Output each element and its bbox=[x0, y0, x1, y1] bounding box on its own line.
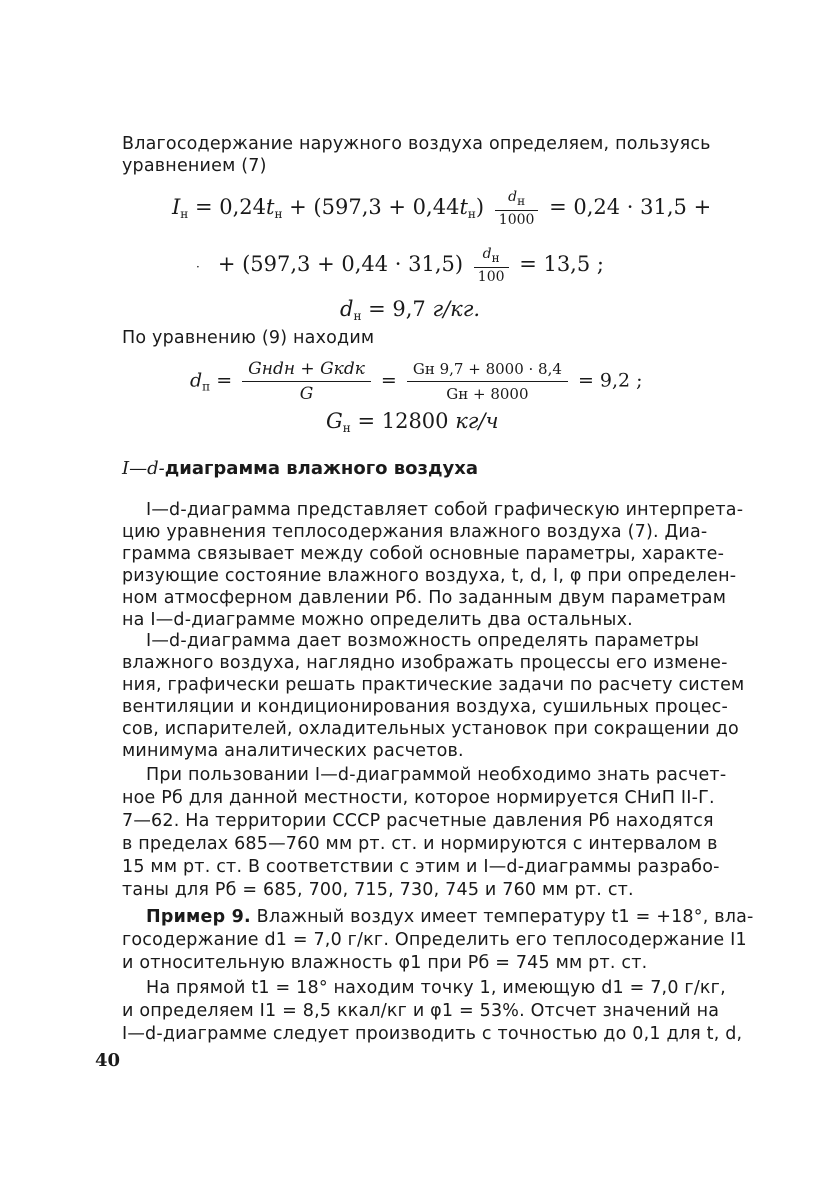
text-line: уравнением (7) bbox=[122, 156, 267, 176]
text-line: влажного воздуха, наглядно изображать процессы его измене- bbox=[122, 653, 728, 673]
text-line: I—d-диаграмма дает возможность определять параметры bbox=[146, 631, 700, 651]
eq-subscript: н bbox=[180, 207, 189, 221]
eq-subscript: п bbox=[202, 379, 211, 394]
fraction-numerator: Gн 9,7 + 8000 · 8,4 bbox=[412, 360, 562, 378]
fraction-denominator: 100 bbox=[474, 267, 509, 286]
text-line: и определяем I1 = 8,5 ккал/кг и φ1 = 53%. Отсчет значений на bbox=[122, 1001, 720, 1021]
eq-symbol: d bbox=[482, 246, 492, 262]
eq-symbol: d bbox=[508, 189, 518, 205]
equation-enthalpy bbox=[172, 188, 711, 229]
text-line: госодержание d1 = 7,0 г/кг. Определить его теплосодержание I1 bbox=[122, 930, 747, 950]
text-line: грамма связывает между собой основные параметры, характе- bbox=[122, 544, 725, 564]
fraction bbox=[242, 357, 371, 406]
eq-term: = 12800 bbox=[350, 409, 456, 433]
eq-symbol: t bbox=[459, 195, 468, 219]
fraction bbox=[495, 188, 539, 229]
text-line: По уравнению (9) находим bbox=[122, 328, 375, 348]
fraction bbox=[407, 357, 568, 406]
text-line: 15 мм рт. ст. В соответствии с этим и I—d-диаграммы разрабо- bbox=[122, 857, 720, 877]
text-line: ном атмосферном давлении Pб. По заданным двум параметрам bbox=[122, 588, 727, 608]
text-line: сов, испарителей, охладительных установок при сокращении до bbox=[122, 719, 739, 739]
text-line: на I—d-диаграмме можно определить два остальных. bbox=[122, 610, 633, 630]
eq-term: = 9,7 bbox=[361, 297, 433, 321]
page-number: 40 bbox=[95, 1050, 121, 1071]
text-line: ное Pб для данной местности, которое нормируется СНиП II-Г. bbox=[122, 788, 715, 808]
text-line: и относительную влажность φ1 при Pб = 745 мм рт. ст. bbox=[122, 953, 648, 973]
text-line: I—d-диаграмме следует производить с точностью до 0,1 для t, d, bbox=[122, 1024, 743, 1044]
text-line: вентиляции и кондиционирования воздуха, сушильных процес- bbox=[122, 697, 729, 717]
eq-subscript: н bbox=[342, 421, 351, 435]
eq-term: = bbox=[210, 369, 239, 392]
eq-subscript: н bbox=[274, 207, 283, 221]
heading-text: диаграмма влажного воздуха bbox=[164, 458, 479, 479]
eq-symbol: d bbox=[190, 369, 203, 392]
fraction bbox=[474, 245, 509, 286]
eq-term: = bbox=[374, 369, 403, 392]
eq-unit: кг/ч bbox=[455, 409, 499, 433]
text-line: цию уравнения теплосодержания влажного воздуха (7). Диа- bbox=[122, 522, 708, 542]
eq-symbol: t bbox=[266, 195, 275, 219]
example-text: Влажный воздух имеет температуру t1 = +18°, вла- bbox=[256, 907, 754, 927]
eq-term: = 13,5 ; bbox=[512, 252, 604, 276]
eq-term: = 0,24 bbox=[188, 195, 267, 219]
eq-subscript: н bbox=[467, 207, 476, 221]
fraction-denominator: 1000 bbox=[495, 210, 539, 229]
text-line: в пределах 685—760 мм рт. ст. и нормируются с интервалом в bbox=[122, 834, 718, 854]
equation-mixing bbox=[190, 357, 643, 406]
eq-symbol: I bbox=[172, 195, 181, 219]
eq-unit: г/кг. bbox=[432, 297, 481, 321]
example-line bbox=[146, 906, 754, 928]
eq-term: = 0,24 · 31,5 + bbox=[542, 195, 712, 219]
text-line: I—d-диаграмма представляет собой графическую интерпрета- bbox=[146, 500, 744, 520]
equation-moisture-result bbox=[340, 296, 480, 329]
eq-term: = 9,2 ; bbox=[571, 369, 643, 392]
equation-enthalpy-continued bbox=[196, 245, 604, 286]
text-line: Влагосодержание наружного воздуха определяем, пользуясь bbox=[122, 134, 711, 154]
heading-italic: I—d- bbox=[122, 458, 165, 479]
text-line: На прямой t1 = 18° находим точку 1, имеющую d1 = 7,0 г/кг, bbox=[146, 978, 726, 998]
eq-term: + (597,3 + 0,44 · 31,5) bbox=[217, 252, 464, 276]
text-line: ния, графически решать практические задачи по расчету систем bbox=[122, 675, 745, 695]
example-label: Пример 9. bbox=[146, 907, 251, 927]
text-line: таны для Pб = 685, 700, 715, 730, 745 и 760 мм рт. ст. bbox=[122, 880, 634, 900]
equation-flow bbox=[326, 408, 499, 441]
eq-term: ) bbox=[475, 195, 485, 219]
text-line: При пользовании I—d-диаграммой необходимо знать расчет- bbox=[146, 765, 727, 785]
fraction-denominator: G bbox=[242, 381, 371, 406]
fraction-numerator: Gнdн + Gкdк bbox=[248, 359, 365, 379]
text-line: минимума аналитических расчетов. bbox=[122, 741, 464, 761]
eq-term: + (597,3 + 0,44 bbox=[282, 195, 460, 219]
eq-subscript: н bbox=[517, 194, 526, 208]
eq-symbol: G bbox=[326, 409, 343, 433]
eq-subscript: н bbox=[491, 251, 500, 265]
stray-mark: · bbox=[196, 260, 200, 274]
eq-symbol: d bbox=[340, 297, 354, 321]
text-line: 7—62. На территории СССР расчетные давления Pб находятся bbox=[122, 811, 714, 831]
text-line: ризующие состояние влажного воздуха, t, d, I, φ при определен- bbox=[122, 566, 737, 586]
eq-subscript: н bbox=[353, 309, 362, 323]
fraction-denominator: Gн + 8000 bbox=[407, 381, 568, 406]
section-heading bbox=[122, 457, 478, 481]
